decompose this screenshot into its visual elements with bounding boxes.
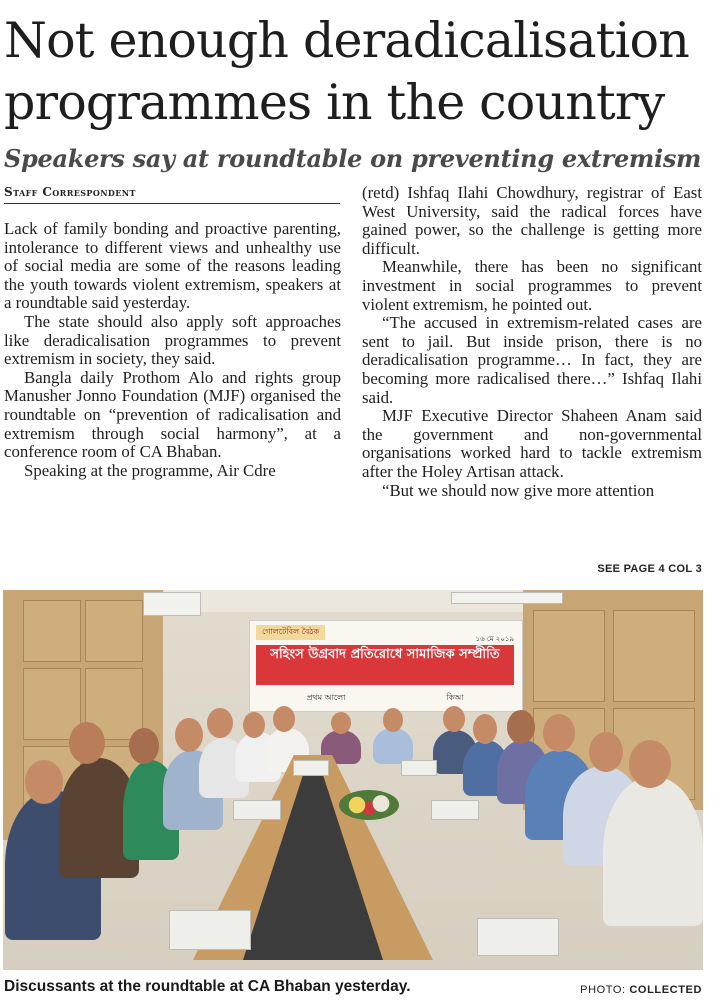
article-column-left: [4, 220, 341, 480]
banner-sponsors: [256, 691, 514, 705]
paragraph: (retd) Ishfaq Ilahi Chowdhury, registrar of East West University, said the radical forces have gained power, so the challenge is getting more difficult.: [362, 183, 702, 258]
person-head: [25, 760, 63, 804]
person-head: [243, 712, 265, 738]
sponsor-logo: প্রথম আলো: [306, 692, 346, 702]
banner-title: সহিংস উগ্রবাদ প্রতিরোধে সামাজিক সম্প্রীতি: [256, 645, 514, 685]
person-head: [589, 732, 623, 772]
tissue-box: [293, 760, 329, 776]
person-head: [543, 714, 575, 752]
ceiling-light: [451, 592, 563, 604]
subheadline: Speakers say at roundtable on preventing extremism: [4, 144, 702, 173]
person-head: [443, 706, 465, 732]
person-head: [629, 740, 671, 788]
person-head: [69, 722, 105, 764]
wall-panel: [85, 600, 143, 662]
credit-source: COLLECTED: [629, 984, 702, 996]
tissue-box: [169, 910, 251, 950]
tissue-box: [431, 800, 479, 820]
paragraph: Speaking at the programme, Air Cdre: [24, 460, 276, 480]
paragraph: Bangla daily Prothom Alo and rights group Manusher Jonno Foundation (MJF) organised the roundtable on “prevention of radicalisation and extremism through social harmony”, at a conference room of CA Bhaban.: [4, 367, 341, 462]
paragraph: Lack of family bonding and proactive parenting, intolerance to different views and unhealthy use of social media are some of the reasons leading the youth towards violent extremism, speakers at a roundtable said yesterday.: [4, 219, 341, 313]
person-head: [175, 718, 203, 752]
tissue-box: [477, 918, 559, 956]
banner-tag: গোলটেবিল বৈঠক: [256, 625, 325, 640]
person: [603, 776, 703, 926]
person-head: [383, 708, 403, 732]
continuation-note: SEE PAGE 4 COL 3: [597, 563, 702, 575]
paragraph: MJF Executive Director Shaheen Anam said the government and non-governmental organisations worked hard to tackle extremism after the Holey Artisan attack.: [362, 406, 702, 481]
person: [373, 728, 413, 764]
wall-panel: [23, 600, 81, 662]
person-head: [331, 712, 351, 734]
banner-date: ১৬ মে ২০১৯: [475, 635, 514, 643]
person-head: [207, 708, 233, 738]
flower-arrangement: [339, 790, 399, 820]
paragraph: Meanwhile, there has been no significant investment in social programmes to prevent violent extremism, he pointed out.: [362, 257, 702, 314]
person-head: [273, 706, 295, 732]
article-column-right: [362, 184, 702, 500]
person-head: [129, 728, 159, 764]
tissue-box: [401, 760, 437, 776]
wall-panel: [533, 610, 605, 702]
wall-panel: [613, 610, 695, 702]
event-banner: [249, 620, 523, 712]
paragraph: “The accused in extremism-related cases are sent to jail. But inside prison, there is no deradicalisation programme… In fact, they are becoming more radicalised there…” Ishfaq Ilahi said.: [362, 313, 702, 407]
air-conditioner: [143, 592, 201, 616]
byline: Staff Correspondent: [4, 185, 340, 204]
sponsor-logo: কিআ: [446, 692, 464, 702]
credit-prefix: PHOTO:: [580, 984, 626, 996]
photo-credit: [580, 984, 702, 996]
person-head: [507, 710, 535, 744]
roundtable-photo: [3, 590, 703, 970]
paragraph: The state should also apply soft approaches like deradicalisation programmes to prevent extremism in society, they said.: [4, 311, 341, 369]
tissue-box: [233, 800, 281, 820]
headline: Not enough deradicalisation programmes in the country: [4, 12, 689, 131]
paragraph: “But we should now give more attention: [382, 480, 655, 500]
photo-caption: Discussants at the roundtable at CA Bhaban yesterday.: [4, 978, 411, 995]
person-head: [473, 714, 497, 744]
